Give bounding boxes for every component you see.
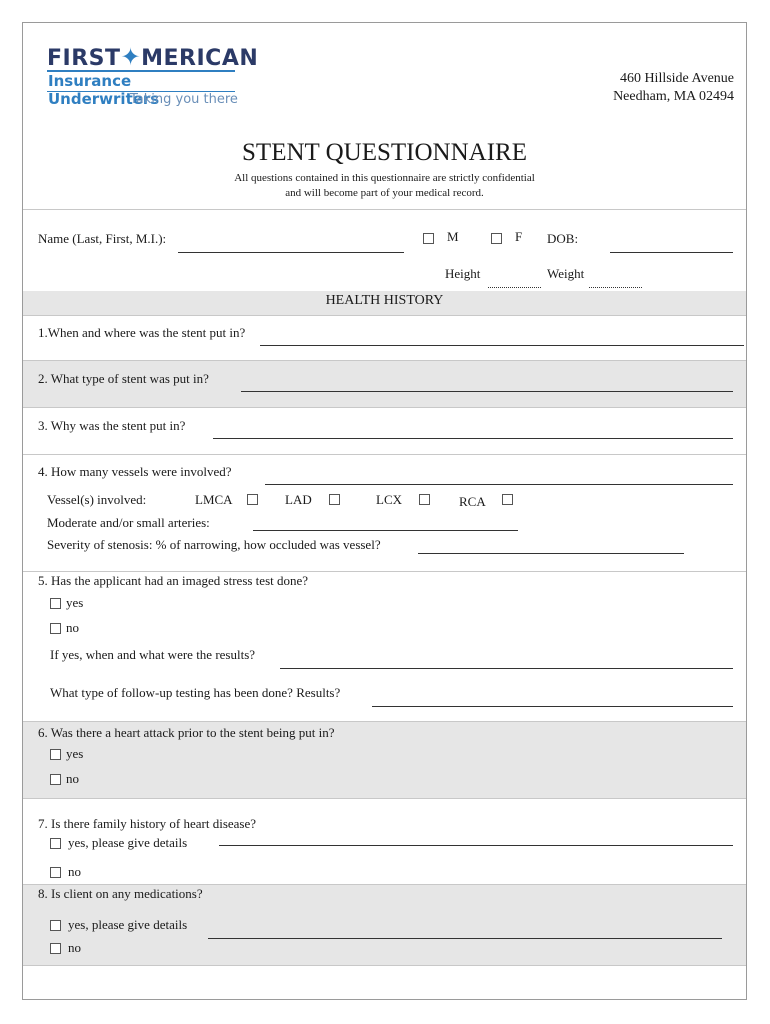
male-checkbox[interactable] xyxy=(423,233,434,244)
severity-field[interactable] xyxy=(418,553,684,554)
vessel-lmca-label: LMCA xyxy=(195,492,233,507)
logo-american-text: MERICAN xyxy=(141,46,259,71)
vessels-label: Vessel(s) involved: xyxy=(47,492,147,507)
divider xyxy=(23,571,746,572)
divider xyxy=(23,315,746,316)
q7-yes-label: yes, please give details xyxy=(68,835,188,850)
q2-answer-field[interactable] xyxy=(241,391,733,392)
female-checkbox[interactable] xyxy=(491,233,502,244)
q5-no-checkbox[interactable] xyxy=(50,623,61,634)
moderate-arteries-field[interactable] xyxy=(253,530,518,531)
divider xyxy=(23,407,746,408)
q7-yes-checkbox[interactable] xyxy=(50,838,61,849)
question-4: 4. How many vessels were involved? xyxy=(38,464,232,479)
divider xyxy=(23,209,746,210)
logo-subtitle: Insurance Underwriters xyxy=(48,72,160,108)
q4-answer-field[interactable] xyxy=(265,484,733,485)
confidential-line-2: and will become part of your medical record. xyxy=(285,187,484,199)
name-field[interactable] xyxy=(178,252,404,253)
logo-first-text: FIRST xyxy=(47,46,121,71)
vessel-lad-checkbox[interactable] xyxy=(329,494,340,505)
vessel-rca-label: RCA xyxy=(459,494,486,509)
vessel-lcx-label: LCX xyxy=(376,492,402,507)
q5-results-field[interactable] xyxy=(280,668,733,669)
severity-label: Severity of stenosis: % of narrowing, how occluded was vessel? xyxy=(47,537,381,552)
question-1: 1.When and where was the stent put in? xyxy=(38,325,246,340)
vessel-rca-checkbox[interactable] xyxy=(502,494,513,505)
q8-no-checkbox[interactable] xyxy=(50,943,61,954)
q8-details-field[interactable] xyxy=(208,938,722,939)
vessel-lcx-checkbox[interactable] xyxy=(419,494,430,505)
company-logo xyxy=(47,43,259,113)
q5-followup-field[interactable] xyxy=(372,706,733,707)
q7-no-checkbox[interactable] xyxy=(50,867,61,878)
question-3: 3. Why was the stent put in? xyxy=(38,418,186,433)
divider xyxy=(23,798,746,799)
q5-followup-label: What type of follow-up testing has been done? Results? xyxy=(50,685,341,700)
q6-no-checkbox[interactable] xyxy=(50,774,61,785)
question-2: 2. What type of stent was put in? xyxy=(38,371,209,386)
q5-results-label: If yes, when and what were the results? xyxy=(50,647,256,662)
height-label: Height xyxy=(445,266,481,281)
vessel-lad-label: LAD xyxy=(285,492,312,507)
q8-yes-checkbox[interactable] xyxy=(50,920,61,931)
female-label: F xyxy=(515,229,523,244)
q6-no-label: no xyxy=(66,771,79,786)
dob-field[interactable] xyxy=(610,252,733,253)
section-header: HEALTH HISTORY xyxy=(325,293,444,308)
divider xyxy=(23,454,746,455)
male-label: M xyxy=(447,229,459,244)
address-line-1: 460 Hillside Avenue xyxy=(619,71,734,86)
q6-yes-checkbox[interactable] xyxy=(50,749,61,760)
q5-yes-checkbox[interactable] xyxy=(50,598,61,609)
q8-yes-label: yes, please give details xyxy=(68,917,188,932)
moderate-arteries-label: Moderate and/or small arteries: xyxy=(47,515,210,530)
divider xyxy=(23,965,746,966)
questionnaire-page xyxy=(22,22,747,1000)
vessel-lmca-checkbox[interactable] xyxy=(247,494,258,505)
q8-no-label: no xyxy=(68,940,81,955)
address-line-2: Needham, MA 02494 xyxy=(613,89,734,104)
q5-yes-label: yes xyxy=(66,595,84,610)
page-title: STENT QUESTIONNAIRE xyxy=(242,139,527,166)
logo-star-icon: ✦ xyxy=(120,43,142,71)
weight-field[interactable] xyxy=(589,287,642,288)
q7-no-label: no xyxy=(68,864,81,879)
q1-answer-field[interactable] xyxy=(260,345,744,346)
question-8: 8. Is client on any medications? xyxy=(38,886,203,901)
name-label: Name (Last, First, M.I.): xyxy=(38,231,167,246)
q7-details-field[interactable] xyxy=(219,845,733,846)
q3-answer-field[interactable] xyxy=(213,438,733,439)
question-6: 6. Was there a heart attack prior to the stent being put in? xyxy=(38,725,335,740)
weight-label: Weight xyxy=(547,266,585,281)
q6-yes-label: yes xyxy=(66,746,84,761)
q5-no-label: no xyxy=(66,620,79,635)
logo-tagline: Taking you there xyxy=(130,92,238,107)
confidential-line-1: All questions contained in this questionnaire are strictly confidential xyxy=(234,172,535,184)
question-5: 5. Has the applicant had an imaged stress test done? xyxy=(38,573,309,588)
dob-label: DOB: xyxy=(547,231,579,246)
question-7: 7. Is there family history of heart disease? xyxy=(38,816,257,831)
height-field[interactable] xyxy=(488,287,541,288)
